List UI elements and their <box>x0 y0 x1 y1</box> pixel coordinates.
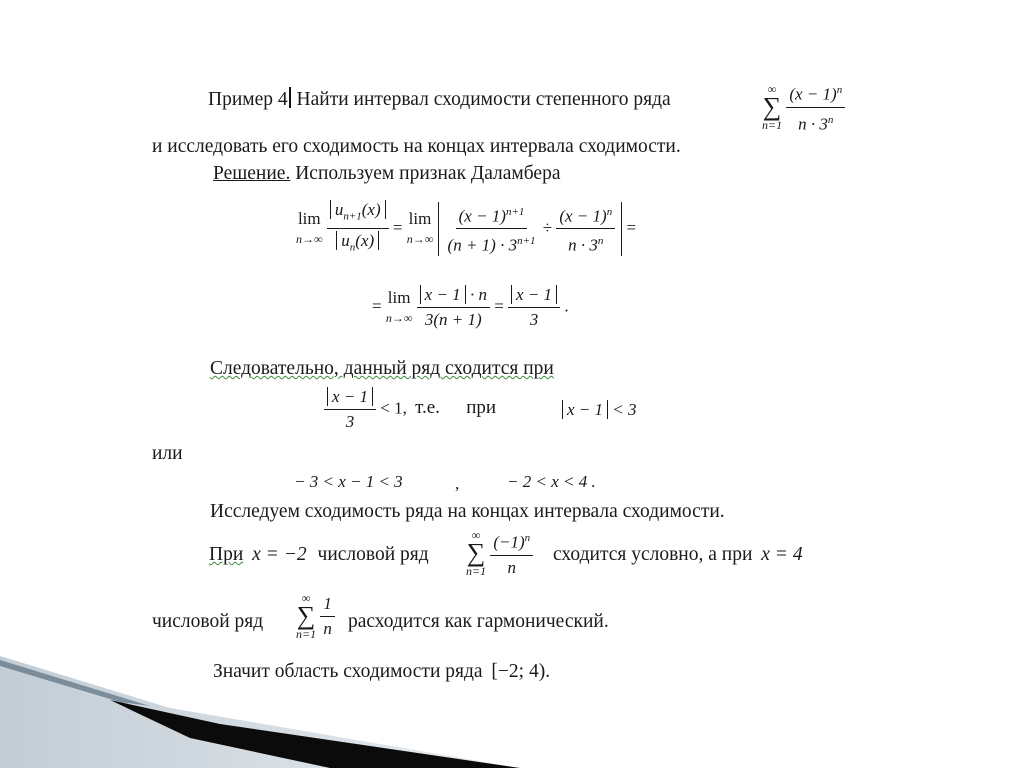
conv-cond: сходится условно, а при <box>553 544 753 565</box>
series-denominator: n · 3 <box>798 114 828 134</box>
sigma-icon: ∑ <box>466 537 486 567</box>
ratio-den-sub: n <box>349 241 356 254</box>
lim-sub: n→∞ <box>296 231 323 246</box>
ratio-num-arg: (x) <box>361 200 381 219</box>
abs-condition <box>562 400 637 420</box>
solution-label: Решение. <box>213 163 291 184</box>
sum-symbol <box>762 83 782 131</box>
inequality-1: − 3 < x − 1 < 3 <box>294 472 403 491</box>
eq-sign: = <box>494 296 504 316</box>
lim-word: lim <box>408 208 432 228</box>
eq-sign: = <box>392 217 403 237</box>
l2-den: 3(n + 1) <box>424 310 482 329</box>
alt-exp: n <box>524 532 531 544</box>
interval-result: [−2; 4). <box>491 661 551 682</box>
l2-res-den: 3 <box>529 310 539 329</box>
lim-block-2 <box>407 209 434 249</box>
f2-den-exp: n <box>597 235 604 248</box>
series-fraction <box>786 80 845 134</box>
sigma-icon: ∑ <box>762 92 782 122</box>
f2-num-exp: n <box>606 205 613 218</box>
ratio-den-arg: (x) <box>355 231 375 251</box>
lim-block-3 <box>386 288 413 328</box>
inequality-separator: , <box>455 474 460 493</box>
alt-num: (−1) <box>493 532 525 552</box>
f1-num-exp: n+1 <box>505 205 525 218</box>
abs-ratio <box>438 202 623 256</box>
alt-series-formula <box>466 528 533 578</box>
ratio-num: u <box>334 200 344 219</box>
ratio-formula-1 <box>296 200 636 258</box>
sum-lower: n=1 <box>296 627 317 641</box>
ends-line-1: Исследуем сходимость ряда на концах интервала сходимости. <box>210 501 725 522</box>
l2-num-tail: · n <box>465 285 487 304</box>
pri-word: при <box>466 397 497 419</box>
solution-line <box>213 163 561 185</box>
cond-den: 3 <box>345 412 355 431</box>
example-continuation: и исследовать его сходимость на концах интервала сходимости. <box>152 136 681 157</box>
abs-rel: < 3 <box>612 400 637 419</box>
alt-fraction <box>490 528 533 578</box>
sum-lower: n=1 <box>466 563 487 578</box>
example-line <box>208 87 671 111</box>
l2-res-num: x − 1 <box>511 285 557 304</box>
cond-num: x − 1 <box>327 387 373 406</box>
cond-fraction <box>324 387 376 432</box>
div-sign: ÷ <box>542 217 553 237</box>
diverges-text: расходится как гармонический. <box>348 611 609 632</box>
te-word: т.е. <box>415 397 440 419</box>
sum-symbol <box>296 592 316 640</box>
lim-block-1 <box>296 209 323 249</box>
lim-word: lim <box>297 208 321 228</box>
series-denominator-exp: n <box>827 113 834 126</box>
sum-upper: ∞ <box>471 527 481 542</box>
x-eq-4: x = 4 <box>761 544 803 565</box>
harmonic-formula <box>296 592 335 640</box>
lim-word: lim <box>387 287 411 307</box>
sum-symbol <box>466 529 486 577</box>
example-label: Пример 4 <box>208 89 288 110</box>
lim-sub: n→∞ <box>385 310 413 325</box>
sum-lower: n=1 <box>762 118 783 133</box>
text-cursor <box>289 87 291 108</box>
cond-rel: < 1, <box>380 398 407 418</box>
numeric-series-label: числовой ряд <box>317 544 429 565</box>
dot: . <box>564 296 569 316</box>
example-task: Найти интервал сходимости степенного ряда <box>296 89 671 110</box>
ends-line-2 <box>209 544 429 566</box>
f2-num: (x − 1) <box>559 206 607 226</box>
ends-line-2-tail <box>553 544 803 566</box>
fraction-1 <box>445 202 539 256</box>
ili-word: или <box>152 443 183 464</box>
f1-num: (x − 1) <box>458 206 506 226</box>
final-text: Значит область сходимости ряда <box>213 661 483 682</box>
ratio-num-sub: n+1 <box>343 210 362 223</box>
ratio-formula-2 <box>372 285 569 330</box>
inequality-2: − 2 < x < 4 . <box>507 472 596 491</box>
sigma-icon: ∑ <box>296 601 316 630</box>
ends-line-3-start: числовой ряд <box>152 611 264 632</box>
f2-den: n · 3 <box>568 236 598 256</box>
conclusion-sentence: Следовательно, данный ряд сходится при <box>210 358 554 379</box>
fraction-2 <box>556 202 615 256</box>
ratio-fraction <box>327 200 389 258</box>
f1-den-exp: n+1 <box>517 235 536 248</box>
pri-word: При <box>209 544 244 565</box>
l2-fraction <box>417 285 490 330</box>
harm-num: 1 <box>320 594 335 617</box>
sum-upper: ∞ <box>767 82 777 97</box>
eq-sign: = <box>626 217 637 237</box>
series-numerator-exp: n <box>836 84 843 96</box>
condition-line <box>324 387 496 432</box>
series-numerator: (x − 1) <box>789 84 837 104</box>
f1-den: (n + 1) · 3 <box>447 236 518 256</box>
abs-expr: x − 1 <box>562 400 608 419</box>
sum-upper: ∞ <box>301 591 311 605</box>
decorative-swoosh <box>0 638 520 768</box>
series-formula <box>762 80 845 134</box>
l2-num: x − 1 <box>420 285 466 304</box>
eq-sign: = <box>372 296 382 316</box>
conclusion-text <box>210 358 554 380</box>
ratio-den: u <box>341 231 350 251</box>
solution-text: Используем признак Даламбера <box>295 163 561 184</box>
harm-den: n <box>323 618 332 638</box>
alt-den: n <box>507 557 516 577</box>
x-eq-m2: x = −2 <box>252 544 307 565</box>
l2-result-fraction <box>508 285 560 330</box>
lim-sub: n→∞ <box>406 231 434 246</box>
harmonic-fraction <box>320 594 335 639</box>
